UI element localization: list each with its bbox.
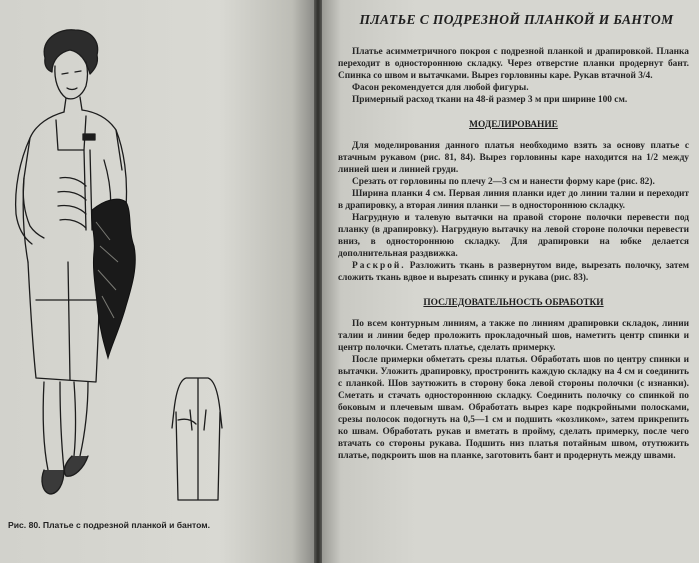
back-view-dress xyxy=(172,378,222,500)
modeling-paragraph-2: Срезать от горловины по плечу 2—3 см и нанести форму каре (рис. 82). xyxy=(352,177,655,187)
placket xyxy=(84,150,92,230)
square-neckline xyxy=(56,116,86,150)
book-spine xyxy=(314,0,322,563)
drapery-lines xyxy=(58,177,86,228)
intro-paragraph-3: Примерный расход ткани на 48-й размер 3 м при ширине 100 см. xyxy=(352,95,628,105)
cutting-text: Разложить ткань в развернутом виде, вырезать полочку, затем сложить ткань вдвое и вырезать спинку и рукава (рис. 83). xyxy=(338,261,689,283)
sequence-paragraph-2: После примерки обметать срезы платья. Обработать шов по центру спинки и вытачки. Уложить драпировку, простронить каждую складку на 4 см и соединить с планкой. Шов заутюжить в сторону бока левой стороны полочки (с изнанки). Сметать и стачать одностороннюю складку. Соединить полочку со спинкой по боковым и плечевым швам. Обработать вырез каре подкройными полосками, срезы полосок подогнуть на 0,5—1 см и подшить «козликом», затем прикрепить ко швам. Обработать рукав и вметать в пройму, сделать примерку, после чего втачать со стороны рукава. Подшить низ платья потайным швом, отутюжить платье, подкроить шов на планке, заготовить бант и продернуть между швами. xyxy=(338,355,689,461)
modeling-paragraph-4: Нагрудную и талевую вытачки на правой стороне полочки перевести под планку (в драпировку). Нагрудную вытачку на левой стороне полочки перевести вниз, в одностороннюю складку. Для драпировки на юбке делается дополнительная раздвижка. xyxy=(338,213,689,259)
face-outline xyxy=(55,62,88,99)
right-page xyxy=(322,0,699,563)
shoe-right xyxy=(64,456,88,476)
hair-outline xyxy=(44,30,97,74)
left-arm xyxy=(16,138,44,244)
eye-right xyxy=(75,71,81,72)
cutting-paragraph xyxy=(338,260,689,284)
dress-illustration xyxy=(0,0,314,563)
skirt-outline xyxy=(28,262,100,382)
left-page xyxy=(0,0,314,563)
mouth xyxy=(67,88,77,90)
intro-paragraph-1: Платье асимметричного покроя с подрезной планкой и драпировкой. Планка переходит в одностороннюю складку. Через отверстие планки продернут бант. Спинка со швом и вытачками. Вырез горловины каре. Рукав втачной 3/4. xyxy=(338,47,689,81)
page-title: ПЛАТЬЕ С ПОДРЕЗНОЙ ПЛАНКОЙ И БАНТОМ xyxy=(359,12,674,27)
sequence-paragraph-1: По всем контурным линиям, а также по линиям драпировки складок, линии талии и линии бедер проложить прокладочный шов, наметить центр спинки и центр полочки. Сметать платье, сделать примерку. xyxy=(338,319,689,353)
intro-paragraph-2: Фасон рекомендуется для любой фигуры. xyxy=(352,83,529,93)
modeling-heading: МОДЕЛИРОВАНИЕ xyxy=(469,120,558,130)
modeling-paragraph-1: Для моделирования данного платья необходимо взять за основу платье с втачным рукавом (рис. 81, 84). Вырез горловины каре находится на 1/2 между линией шеи и линией груди. xyxy=(338,141,689,175)
shoe-left xyxy=(42,470,64,494)
modeling-paragraph-3: Ширина планки 4 см. Первая линия планки идет до линии талии и переходит в драпировку, а вторая линия планки — в одностороннюю складку. xyxy=(338,189,689,211)
figure-caption: Рис. 80. Платье с подрезной планкой и бантом. xyxy=(8,520,210,530)
sequence-heading: ПОСЛЕДОВАТЕЛЬНОСТЬ ОБРАБОТКИ xyxy=(423,298,604,308)
cutting-label: Раскрой. xyxy=(352,261,406,271)
bow xyxy=(83,134,95,140)
eye-left xyxy=(62,73,68,74)
